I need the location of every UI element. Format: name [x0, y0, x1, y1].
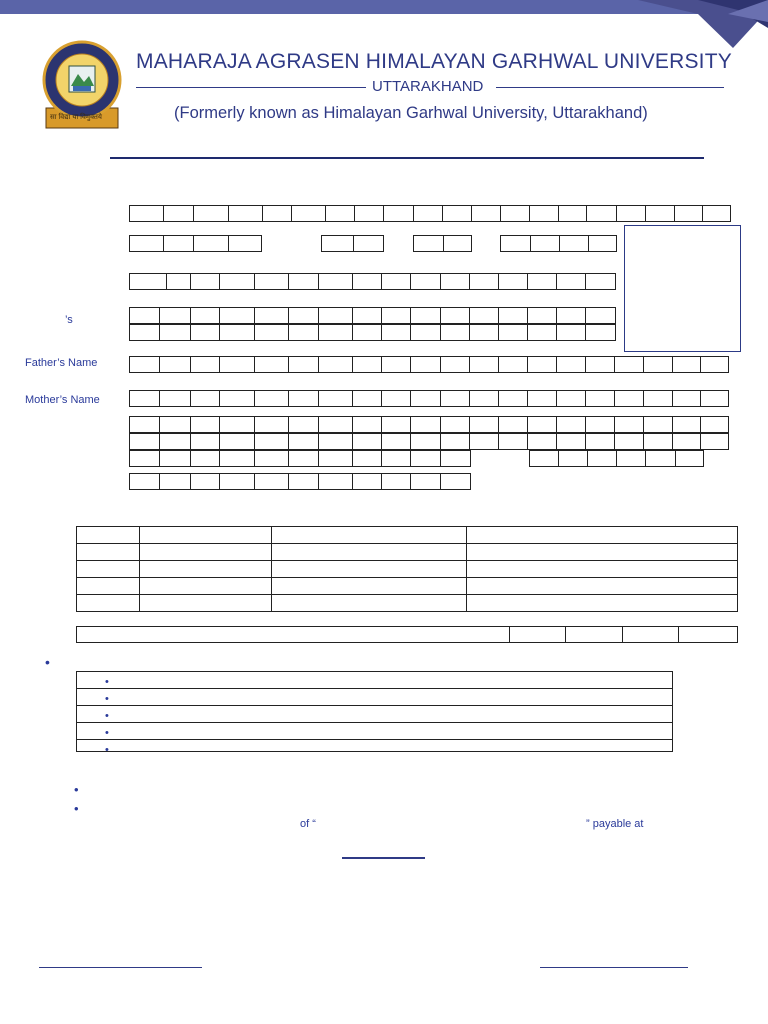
- list-item[interactable]: •: [105, 744, 109, 756]
- address-row-3a[interactable]: [129, 450, 471, 467]
- table-cell[interactable]: [77, 527, 140, 544]
- list-bullet: •: [45, 654, 50, 670]
- table-cell[interactable]: [467, 595, 738, 612]
- field-row-2-group-1[interactable]: [129, 235, 262, 252]
- table-cell[interactable]: [272, 578, 467, 595]
- father-name-boxes[interactable]: [129, 356, 733, 373]
- table-cell[interactable]: [272, 595, 467, 612]
- subtitle-left-rule: [136, 87, 366, 88]
- mother-name-boxes[interactable]: [129, 390, 733, 407]
- table-cell[interactable]: [467, 544, 738, 561]
- title-underline: [110, 157, 704, 159]
- list-bullet: •: [74, 801, 79, 816]
- table-cell[interactable]: [272, 561, 467, 578]
- table-cell[interactable]: [77, 561, 140, 578]
- field-row-2-group-2[interactable]: [321, 235, 384, 252]
- payment-payable-text: ” payable at: [586, 818, 644, 830]
- field-row-2-group-4[interactable]: [500, 235, 617, 252]
- table-cell[interactable]: [77, 595, 140, 612]
- table-cell[interactable]: [140, 561, 272, 578]
- table-cell[interactable]: [467, 578, 738, 595]
- table-cell[interactable]: [272, 527, 467, 544]
- field-row-1[interactable]: [129, 205, 733, 222]
- signature-line-left: [39, 967, 202, 968]
- payment-of-text: of “: [300, 818, 316, 830]
- list-item[interactable]: •: [77, 723, 672, 740]
- table-row: [77, 578, 738, 595]
- university-former-name: (Formerly known as Himalayan Garhwal University, Uttarakhand): [174, 104, 648, 122]
- table-cell[interactable]: [467, 527, 738, 544]
- table-cell[interactable]: [140, 544, 272, 561]
- address-row-3b[interactable]: [529, 450, 704, 467]
- university-logo: [42, 38, 122, 130]
- list-bullet: •: [74, 782, 79, 797]
- qualification-table: [76, 526, 738, 612]
- field-row-3[interactable]: [129, 273, 616, 290]
- logo-motto: सा विद्या या विमुक्तये: [50, 114, 102, 121]
- table-cell[interactable]: [140, 595, 272, 612]
- address-row-1[interactable]: [129, 416, 733, 433]
- table-cell[interactable]: [140, 527, 272, 544]
- list-item[interactable]: •: [77, 672, 672, 689]
- table-row: [77, 544, 738, 561]
- table-cell[interactable]: [77, 544, 140, 561]
- mother-name-label: Mother’s Name: [25, 394, 100, 406]
- center-rule: [342, 857, 425, 859]
- summary-row[interactable]: [76, 626, 738, 643]
- list-item[interactable]: •: [77, 689, 672, 706]
- table-row: [77, 595, 738, 612]
- address-row-4[interactable]: [129, 473, 471, 490]
- father-name-label: Father’s Name: [25, 357, 98, 369]
- field-row-2-group-3[interactable]: [413, 235, 472, 252]
- university-subtitle: UTTARAKHAND: [372, 78, 484, 95]
- subtitle-right-rule: [496, 87, 724, 88]
- table-cell[interactable]: [140, 578, 272, 595]
- declaration-list-box: [76, 671, 673, 756]
- field-row-4b[interactable]: [129, 324, 616, 341]
- table-row: [77, 561, 738, 578]
- university-name: MAHARAJA AGRASEN HIMALAYAN GARHWAL UNIVERSITY: [136, 50, 732, 73]
- table-cell[interactable]: [467, 561, 738, 578]
- table-cell[interactable]: [77, 578, 140, 595]
- signature-line-right: [540, 967, 688, 968]
- apostrophe-s-label: ’s: [65, 314, 73, 326]
- list-item[interactable]: •: [77, 706, 672, 723]
- table-cell[interactable]: [272, 544, 467, 561]
- address-row-2[interactable]: [129, 433, 733, 450]
- table-row: [77, 527, 738, 544]
- field-row-4a[interactable]: [129, 307, 616, 324]
- photo-box[interactable]: [624, 225, 741, 352]
